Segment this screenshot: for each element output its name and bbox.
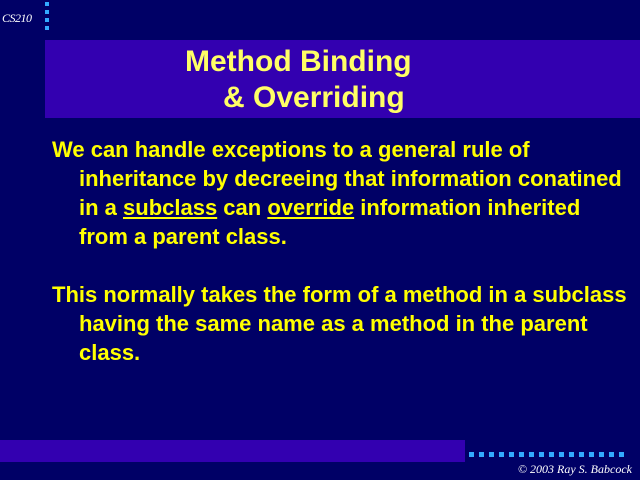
title-line-2: & Overriding: [223, 81, 405, 114]
para1-text-b: can: [217, 195, 268, 220]
bottom-band: [0, 440, 465, 462]
copyright-notice: © 2003 Ray S. Babcock: [517, 462, 632, 476]
title-line-1: Method Binding: [185, 45, 412, 78]
bullet-paragraph-2: This normally takes the form of a method in a subclass having the same name as a method in the parent class.: [52, 282, 627, 365]
top-dot-column: [45, 2, 51, 34]
slide-title: [185, 44, 505, 116]
subclass-term: subclass: [123, 195, 218, 220]
course-tag: CS210: [2, 11, 32, 25]
para1-text-c: information inherited from a parent class.: [79, 195, 581, 249]
para1-text-a: We can handle exceptions to a general rule of inheritance by decreeing that information conatined in a: [52, 137, 622, 220]
bullet-paragraph-1: [52, 135, 627, 251]
title-band: [45, 40, 640, 118]
slide-body: [52, 135, 627, 396]
bottom-dot-row: [469, 452, 624, 457]
override-term: override: [267, 195, 355, 220]
